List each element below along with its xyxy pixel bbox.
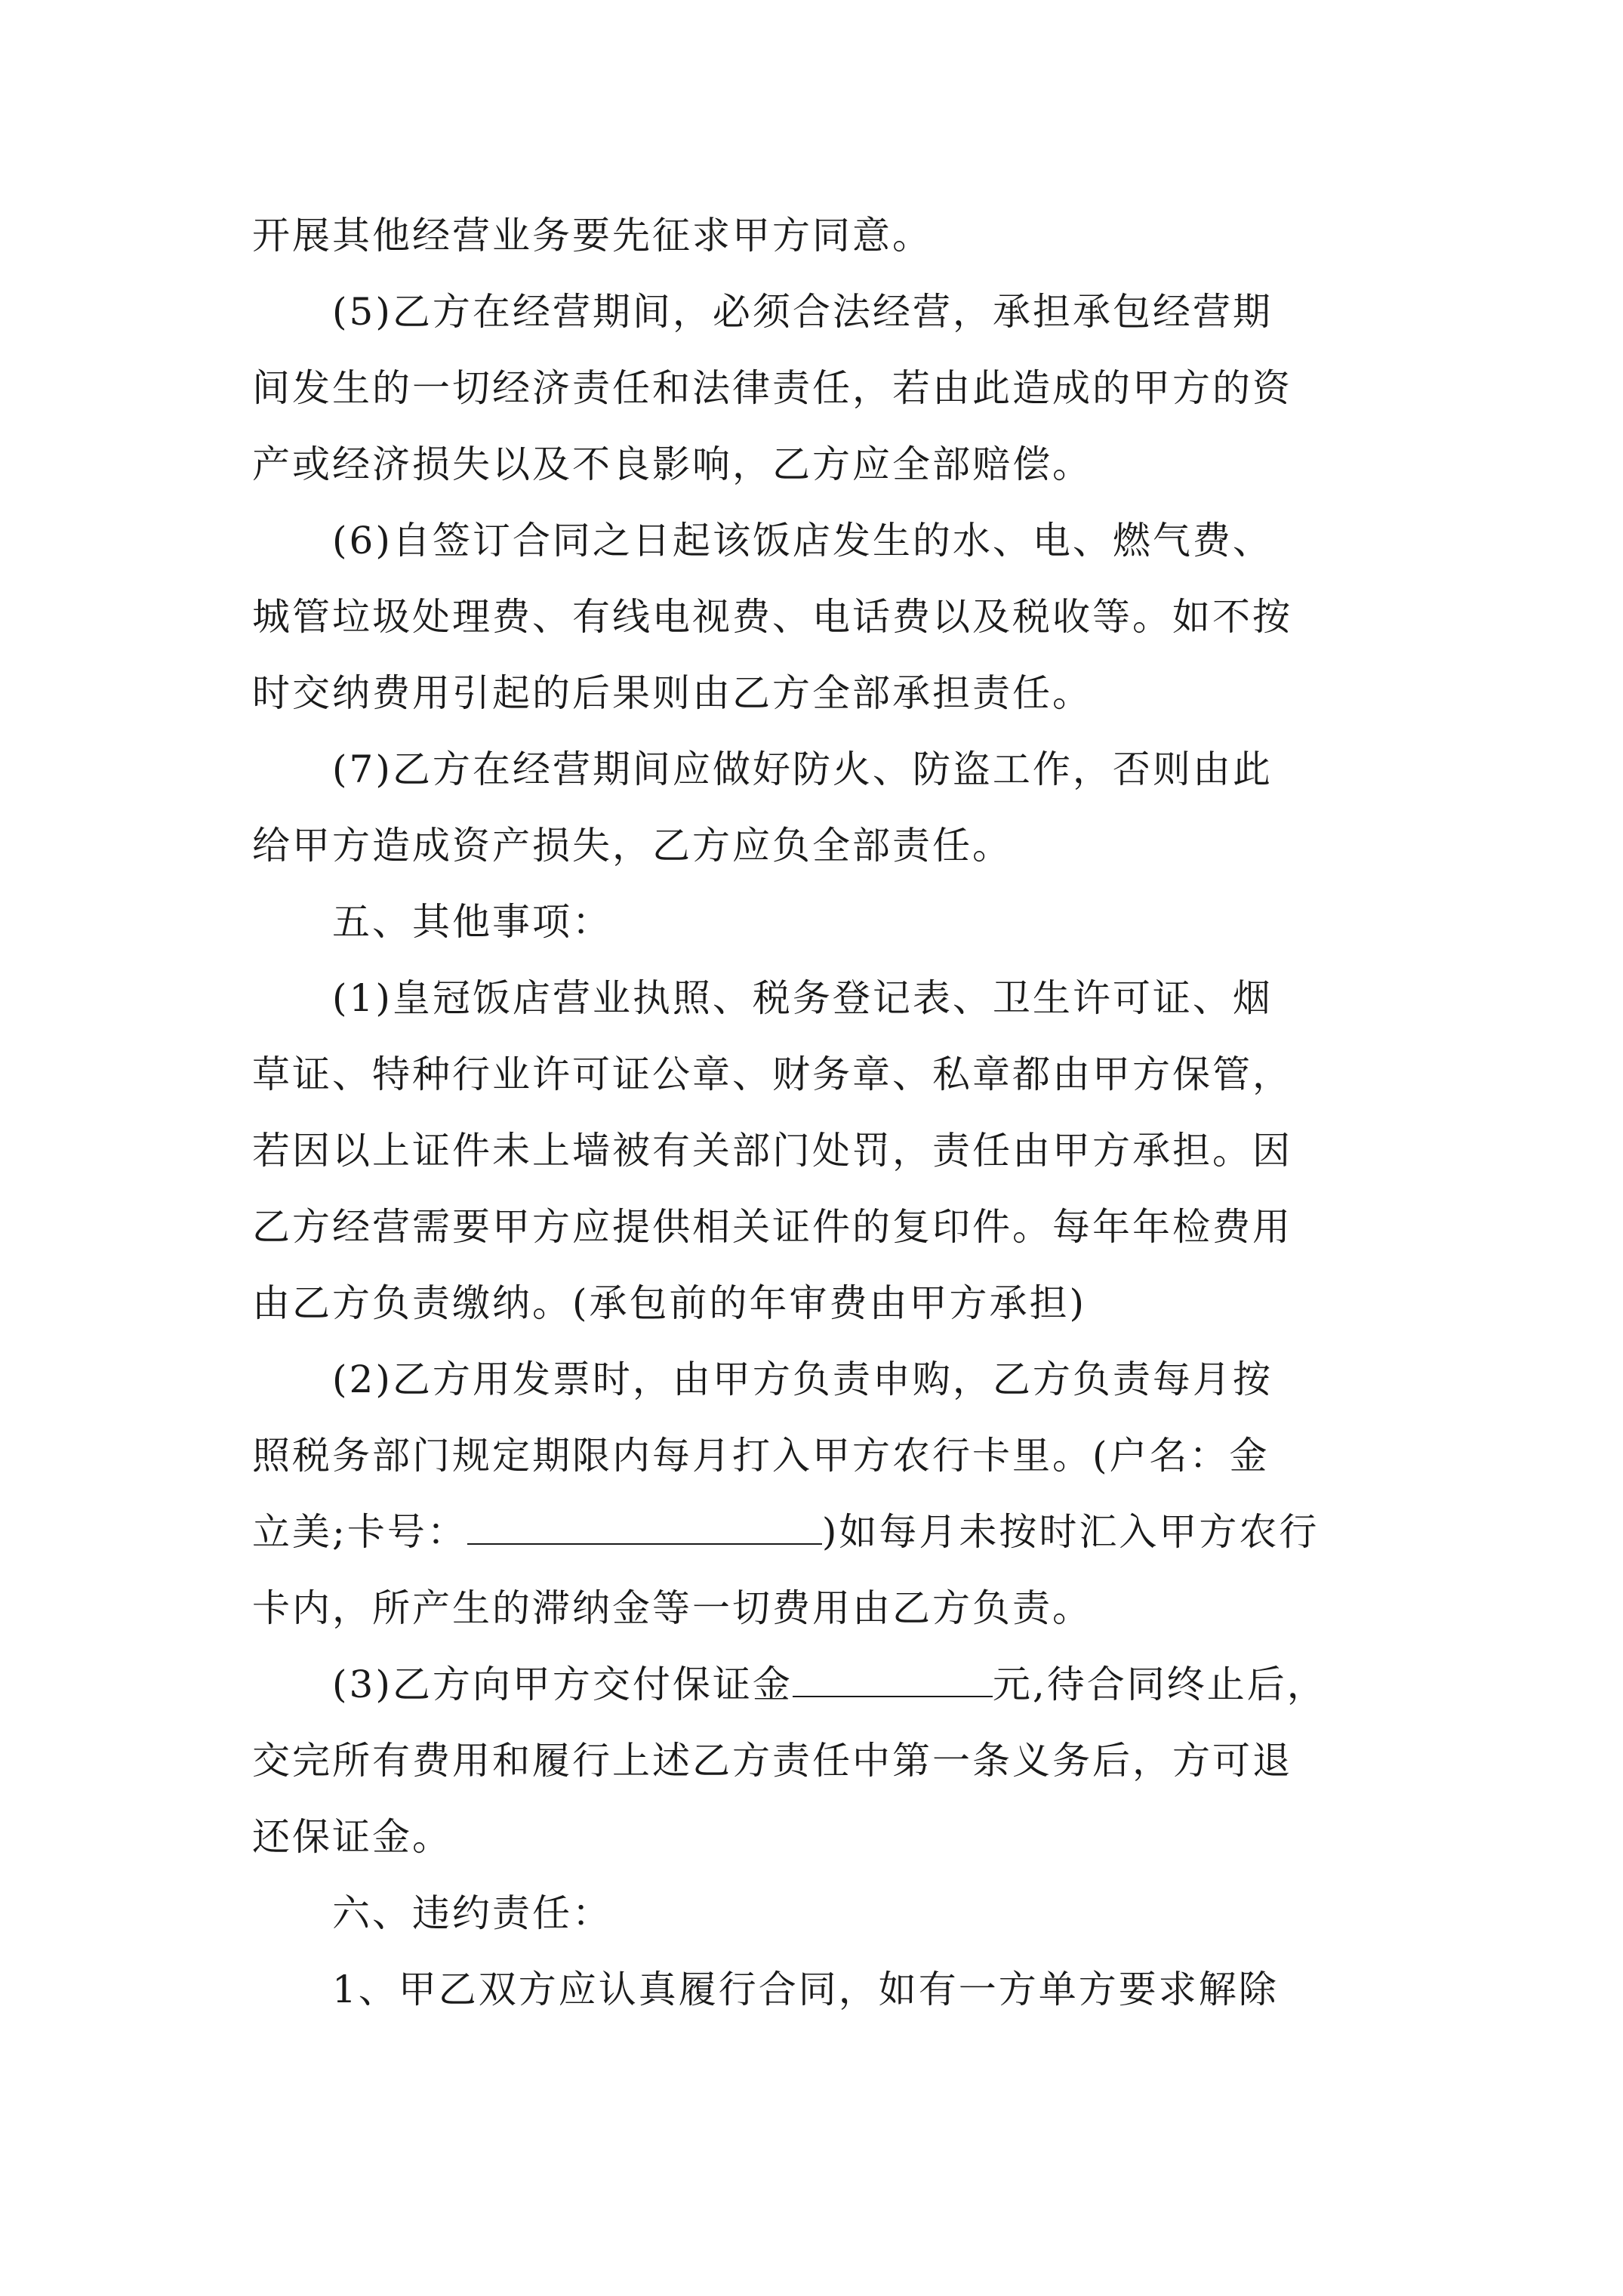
text-line: 由乙方负责缴纳。(承包前的年审费由甲方承担) [252, 1281, 1087, 1325]
text-line: (5)乙方在经营期间，必须合法经营，承担承包经营期 [332, 290, 1273, 334]
card-line-suffix: )如每月未按时汇入甲方农行 [821, 1510, 1320, 1554]
card-number-line [252, 1494, 1384, 1570]
section-heading-breach: 六、违约责任： [332, 1891, 612, 1935]
text-line: 1、甲乙双方应认真履行合同，如有一方单方要求解除 [332, 1968, 1279, 2011]
text-line: 照税务部门规定期限内每月打入甲方农行卡里。(户名：金 [252, 1434, 1270, 1478]
text-line: (6)自签订合同之日起该饭店发生的水、电、燃气费、 [332, 519, 1273, 562]
text-line: 交完所有费用和履行上述乙方责任中第一条义务后，方可退 [252, 1739, 1292, 1783]
text-line: 产或经济损失以及不良影响，乙方应全部赔偿。 [252, 442, 1092, 486]
text-line: 乙方经营需要甲方应提供相关证件的复印件。每年年检费用 [252, 1205, 1292, 1249]
text-line: 还保证金。 [252, 1815, 452, 1859]
text-line: 城管垃圾处理费、有线电视费、电话费以及税收等。如不按 [252, 595, 1292, 639]
deposit-line [252, 1647, 1384, 1723]
text-line: 给甲方造成资产损失，乙方应负全部责任。 [252, 824, 1012, 868]
text-line: 若因以上证件未上墙被有关部门处罚，责任由甲方承担。因 [252, 1129, 1292, 1173]
card-line-prefix: 立美;卡号： [252, 1510, 467, 1554]
deposit-amount-blank[interactable] [793, 1652, 993, 1697]
text-line: (7)乙方在经营期间应做好防火、防盗工作，否则由此 [332, 747, 1273, 791]
text-line: 卡内，所产生的滞纳金等一切费用由乙方负责。 [252, 1586, 1092, 1630]
contract-text [252, 198, 1384, 2028]
text-line: 间发生的一切经济责任和法律责任，若由此造成的甲方的资 [252, 366, 1292, 410]
text-line: 草证、特种行业许可证公章、财务章、私章都由甲方保管， [252, 1052, 1292, 1096]
text-line: 时交纳费用引起的后果则由乙方全部承担责任。 [252, 671, 1092, 715]
deposit-line-suffix: 元,待合同终止后， [992, 1663, 1327, 1706]
section-heading-other-matters: 五、其他事项： [332, 900, 612, 944]
deposit-line-prefix: (3)乙方向甲方交付保证金 [332, 1663, 793, 1706]
text-line: (1)皇冠饭店营业执照、税务登记表、卫生许可证、烟 [332, 976, 1273, 1020]
card-number-blank[interactable] [467, 1499, 822, 1545]
text-line: (2)乙方用发票时，由甲方负责申购，乙方负责每月按 [332, 1358, 1273, 1401]
text-line: 开展其他经营业务要先征求甲方同意。 [252, 214, 932, 257]
